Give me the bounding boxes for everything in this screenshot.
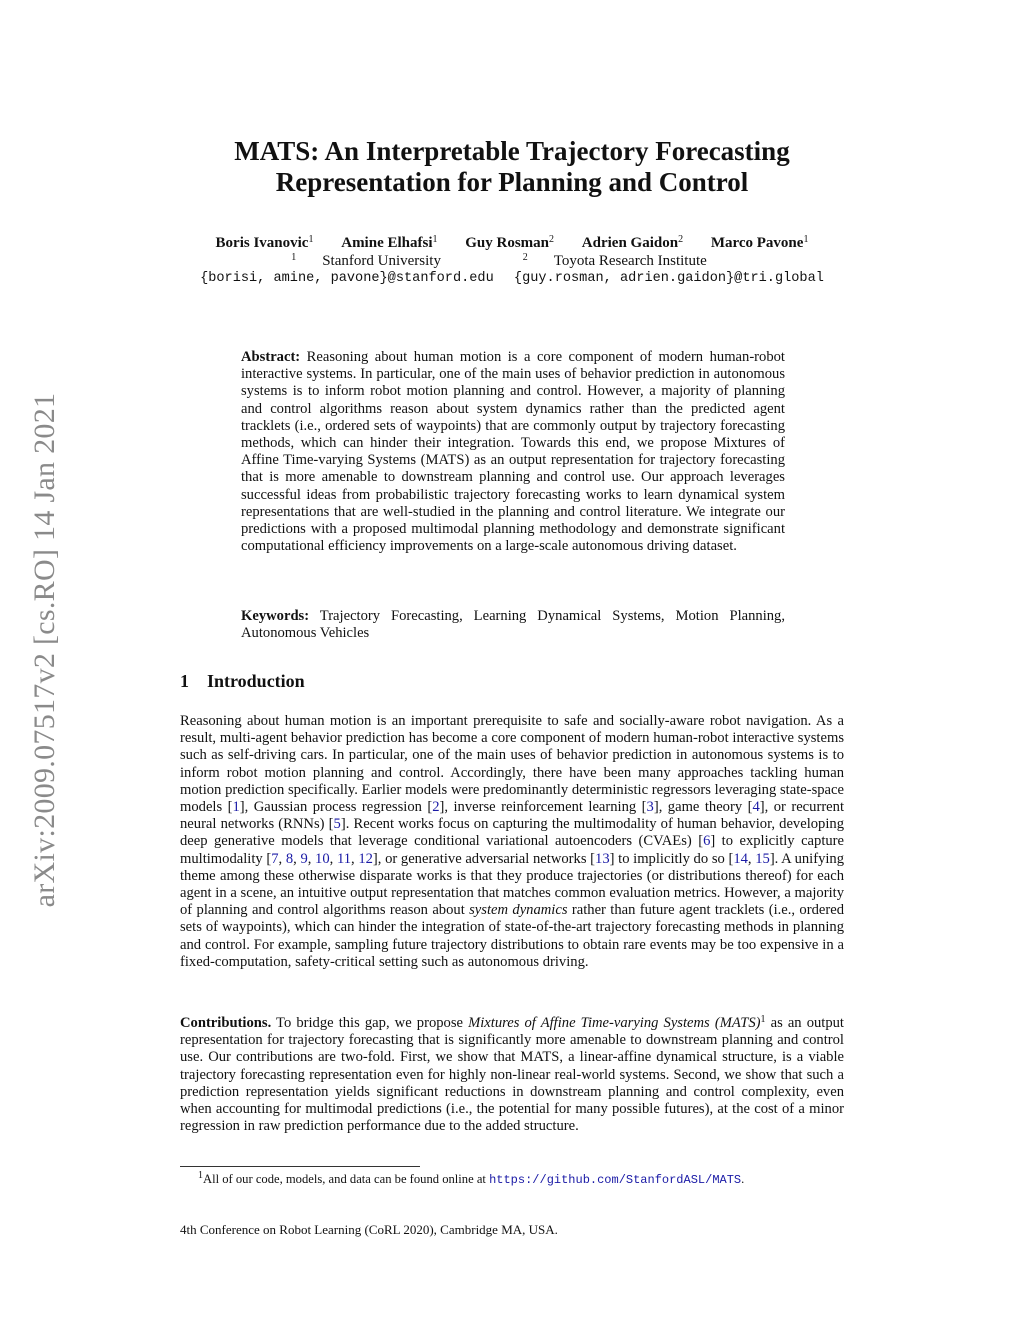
affiliation-name: Toyota Research Institute xyxy=(553,253,707,269)
footnote-rule xyxy=(180,1166,420,1167)
intro-text: , xyxy=(278,850,286,867)
keywords xyxy=(241,608,785,642)
author xyxy=(582,235,683,251)
email: {guy.rosman, adrien.gaidon}@tri.global xyxy=(513,271,824,286)
emphasis-text: system dynamics xyxy=(469,902,568,919)
intro-text: ], game theory [ xyxy=(653,799,753,816)
affiliation xyxy=(291,253,467,269)
keywords-text: Trajectory Forecasting, Learning Dynamical Systems, Motion Planning, Autonomous Vehicles xyxy=(241,608,785,642)
emails xyxy=(0,270,1024,288)
citation-link[interactable]: 2 xyxy=(432,799,440,816)
author-name: Boris Ivanovic xyxy=(215,235,309,251)
github-link[interactable]: https://github.com/StanfordASL/MATS xyxy=(489,1173,742,1187)
intro-text: ] to implicitly do so [ xyxy=(609,850,734,867)
intro-text: ] to explicitly capture multimodality [ xyxy=(180,833,845,867)
affiliation-number: 1 xyxy=(291,252,297,263)
author-affiliation-mark: 1 xyxy=(803,234,809,245)
intro-text: , xyxy=(351,850,359,867)
footnote xyxy=(198,1172,744,1187)
author xyxy=(711,235,809,251)
citation-link[interactable]: 7 xyxy=(271,850,279,867)
author-name: Amine Elhafsi xyxy=(341,235,433,251)
intro-text: , xyxy=(307,850,316,867)
contributions-label: Contributions. xyxy=(180,1015,272,1031)
footnote-end: . xyxy=(741,1172,745,1186)
footnote-text: All of our code, models, and data can be found online at xyxy=(203,1172,490,1186)
citation-link[interactable]: 8 xyxy=(285,850,294,867)
intro-text: ], or generative adversarial networks [ xyxy=(372,850,596,867)
keywords-label: Keywords: xyxy=(241,608,310,624)
intro-text: , xyxy=(747,850,756,867)
author-block xyxy=(0,234,1024,288)
author-affiliation-mark: 2 xyxy=(549,234,555,245)
author-name: Marco Pavone xyxy=(710,235,804,251)
footnote-number: 1 xyxy=(198,1170,203,1181)
abstract-label: Abstract: xyxy=(241,349,301,365)
author-name: Guy Rosman xyxy=(465,235,550,251)
contributions-paragraph xyxy=(180,1015,844,1135)
affiliation-name: Stanford University xyxy=(322,253,441,269)
author-affiliation-mark: 2 xyxy=(678,234,684,245)
intro-text: rather than future agent tracklets (i.e., ordered sets of waypoints), which can hinder the integration of state-of-the-art trajectory forecasting methods in planning and control. For example, sampling future trajectory distributions to obtain rare events may be too expensive in a fixed-computation, safety-critical setting such as autonomous driving. xyxy=(180,902,844,970)
title-line-1: MATS: An Interpretable Trajectory Forecasting xyxy=(234,136,790,166)
affiliation xyxy=(523,253,733,269)
citation-link[interactable]: 11 xyxy=(336,850,352,867)
intro-text: ], inverse reinforcement learning [ xyxy=(439,799,647,816)
section-title: Introduction xyxy=(207,671,305,691)
citation-link[interactable]: 1 xyxy=(232,799,240,816)
author-names xyxy=(0,234,1024,252)
section-number: 1 xyxy=(180,671,189,691)
citation-link[interactable]: 3 xyxy=(646,799,654,816)
affiliations xyxy=(0,252,1024,270)
citation-link[interactable]: 5 xyxy=(333,816,341,833)
citation-link[interactable]: 12 xyxy=(358,850,373,867)
citation-link[interactable]: 9 xyxy=(300,850,308,867)
intro-text: , xyxy=(329,850,337,867)
intro-text: ], Gaussian process regression [ xyxy=(239,799,433,816)
citation-link[interactable]: 15 xyxy=(755,850,770,867)
author-affiliation-mark: 1 xyxy=(308,234,314,245)
citation-link[interactable]: 14 xyxy=(733,850,748,867)
arxiv-identifier: arXiv:2009.07517v2 [cs.RO] 14 Jan 2021 xyxy=(28,392,61,908)
intro-text: , xyxy=(293,850,301,867)
abstract-text: Reasoning about human motion is a core component of modern human-robot interactive systems. In particular, one of the main uses of behavior prediction in autonomous systems is to inform robot motion planning and control. However, a majority of planning and control algorithms reason about system dynamics rather than the predicted agent tracklets (i.e., ordered sets of waypoints) that are commonly output by trajectory forecasting methods, which can hinder their integration. Towards this end, we propose Mixtures of Affine Time-varying Systems (MATS) as an output representation for trajectory forecasting that is more amenable to downstream planning and control use. Our approach leverages successful ideas from probabilistic trajectory forecasting works to learn dynamical system representations that are well-studied in the planning and control literature. We integrate our predictions with a proposed multimodal planning methodology and demonstrate significant computational efficiency improvements on a large-scale autonomous driving dataset. xyxy=(241,349,785,555)
author-name: Adrien Gaidon xyxy=(581,235,679,251)
intro-text: ]. A unifying theme among these otherwise disparate works is that they produce trajectories (or distributions thereof) for each agent in a scene, an intuitive output representation that matches common evaluation metrics. However, a majority of planning and control algorithms reason about xyxy=(180,850,845,919)
citation-link[interactable]: 10 xyxy=(315,850,330,867)
paper-title xyxy=(0,136,1024,198)
citation-link[interactable]: 4 xyxy=(752,799,760,816)
author-affiliation-mark: 1 xyxy=(432,234,438,245)
title-line-2: Representation for Planning and Control xyxy=(275,167,749,197)
contributions-text: To bridge this gap, we propose xyxy=(271,1015,469,1031)
venue-footer: 4th Conference on Robot Learning (CoRL 2020), Cambridge MA, USA. xyxy=(180,1222,558,1237)
contributions-italic: Mixtures of Affine Time-varying Systems (MATS) xyxy=(468,1015,761,1031)
author xyxy=(341,235,437,251)
section-heading xyxy=(180,671,305,692)
citation-link[interactable]: 6 xyxy=(703,833,711,850)
email: {borisi, amine, pavone}@stanford.edu xyxy=(200,271,494,286)
affiliation-number: 2 xyxy=(522,252,528,263)
author xyxy=(216,235,314,251)
intro-text: ], or recurrent neural networks (RNNs) [ xyxy=(180,799,845,833)
citation-link[interactable]: 13 xyxy=(595,850,610,867)
abstract xyxy=(241,349,785,555)
author xyxy=(465,235,554,251)
intro-text: ]. Recent works focus on capturing the multimodality of human behavior, developing deep generative models that leverage conditional variational autoencoders (CVAEs) [ xyxy=(180,816,845,850)
footnote-mark[interactable]: 1 xyxy=(760,1014,766,1025)
contributions-text: as an output representation for trajectory forecasting that is significantly more amenable to downstream planning and control use. Our contributions are two-fold. First, we show that MATS, a linear-affine dynamical structure, is a viable trajectory forecasting representation even for highly non-linear real-world systems. Second, we show that such a prediction representation yields significant reductions in downstream planning and control complexity, even when accounting for multimodal predictions (i.e., the potential for many possible futures), at the cost of a minor regression in raw prediction performance due to the added structure. xyxy=(180,1015,844,1135)
intro-text: Reasoning about human motion is an important prerequisite to safe and socially-aware robot navigation. As a result, multi-agent behavior prediction has become a core component of modern human-robot interactive systems such as self-driving cars. In particular, one of the main uses of behavior prediction in autonomous systems is to inform robot motion planning and control. Accordingly, there have been many approaches tackling human motion prediction specifically. Earlier models were predominantly deterministic regressors leveraging state-space models [ xyxy=(180,713,844,816)
introduction-paragraph xyxy=(180,713,844,971)
